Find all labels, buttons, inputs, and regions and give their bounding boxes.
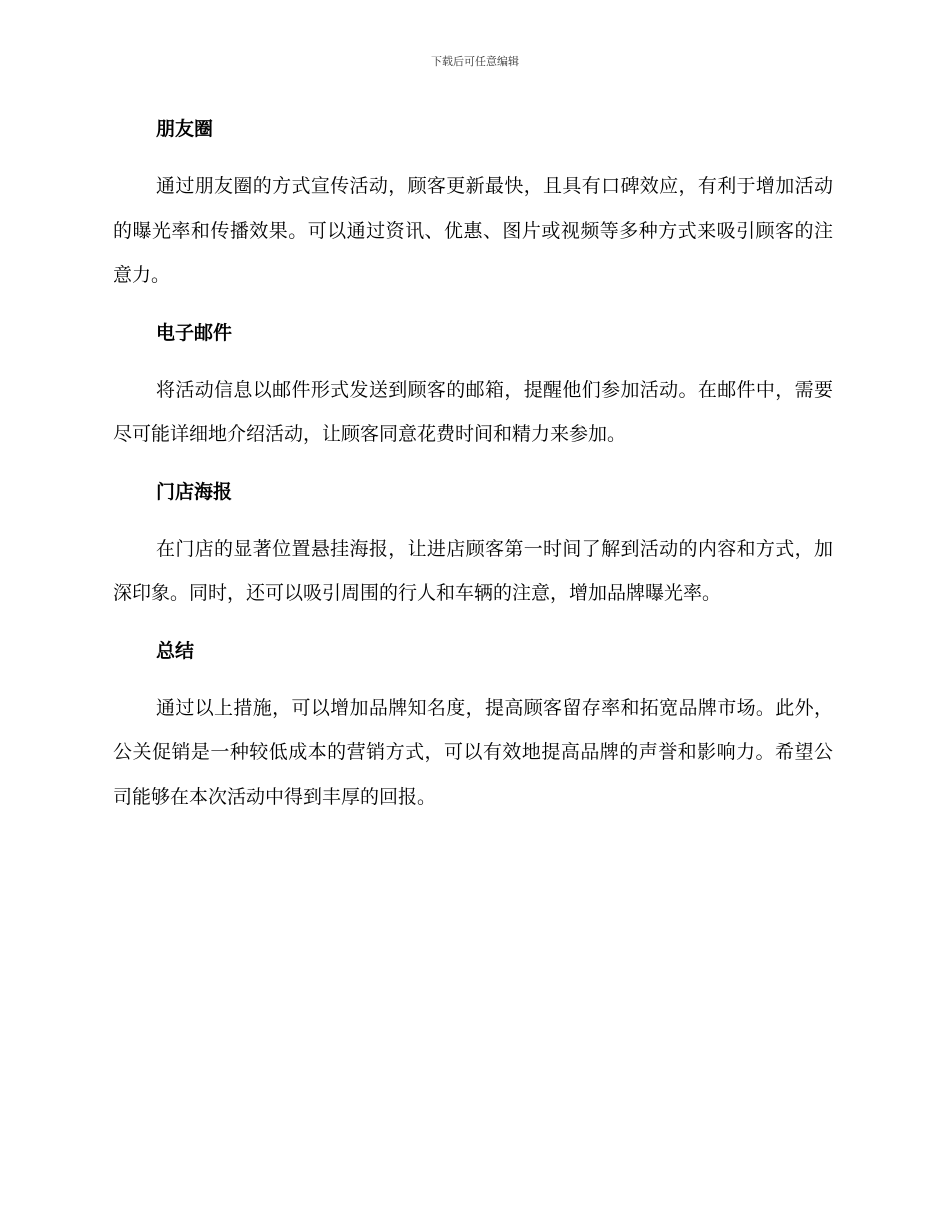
paragraph-email: [113, 368, 833, 457]
paragraph-summary: [113, 686, 833, 820]
text-line: 通过以上措施，可以增加品牌知名度，提高顾客留存率和拓宽品牌市: [156, 696, 737, 719]
text-line: 方式，加深印象。同时，还可以吸引周围的行人和车辆的注意，增加品牌曝: [113, 537, 833, 604]
text-line: 在门店的显著位置悬挂海报，让进店顾客第一时间了解到活动的内容和: [156, 537, 756, 560]
text-line: 增加活动的曝光率和传播效果。可以通过资讯、优惠、图片或视频等多种方: [113, 175, 833, 242]
text-line: 将活动信息以邮件形式发送到顾客的邮箱，提醒他们参加活动。在邮件: [156, 378, 756, 401]
document-body: [113, 106, 833, 831]
section-heading-summary: 总结: [156, 639, 195, 662]
text-line: 光率。: [664, 582, 722, 604]
text-line: 中，需要尽可能详细地介绍活动，让顾客同意花费时间和精力来参加。: [113, 378, 833, 445]
text-line: 通过朋友圈的方式宣传活动，顾客更新最快，且具有口碑效应，有利于: [156, 175, 756, 197]
section-heading-moments: 朋友圈: [156, 118, 214, 140]
section-heading-store-poster: 门店海报: [156, 480, 233, 503]
section-heading-email: 电子邮件: [156, 321, 233, 344]
paragraph-store-poster: [113, 527, 833, 616]
text-line: 场。此外，公关促销是一种较低成本的营销方式，可以有效地提高品牌的声: [113, 696, 833, 763]
text-line: 式来吸引顾客的注意力。: [113, 219, 833, 286]
paragraph-moments: [113, 164, 833, 298]
text-line: 誉和影响力。希望公司能够在本次活动中得到丰厚的回报。: [113, 741, 833, 808]
page-header: 下载后可任意编辑: [431, 55, 519, 68]
